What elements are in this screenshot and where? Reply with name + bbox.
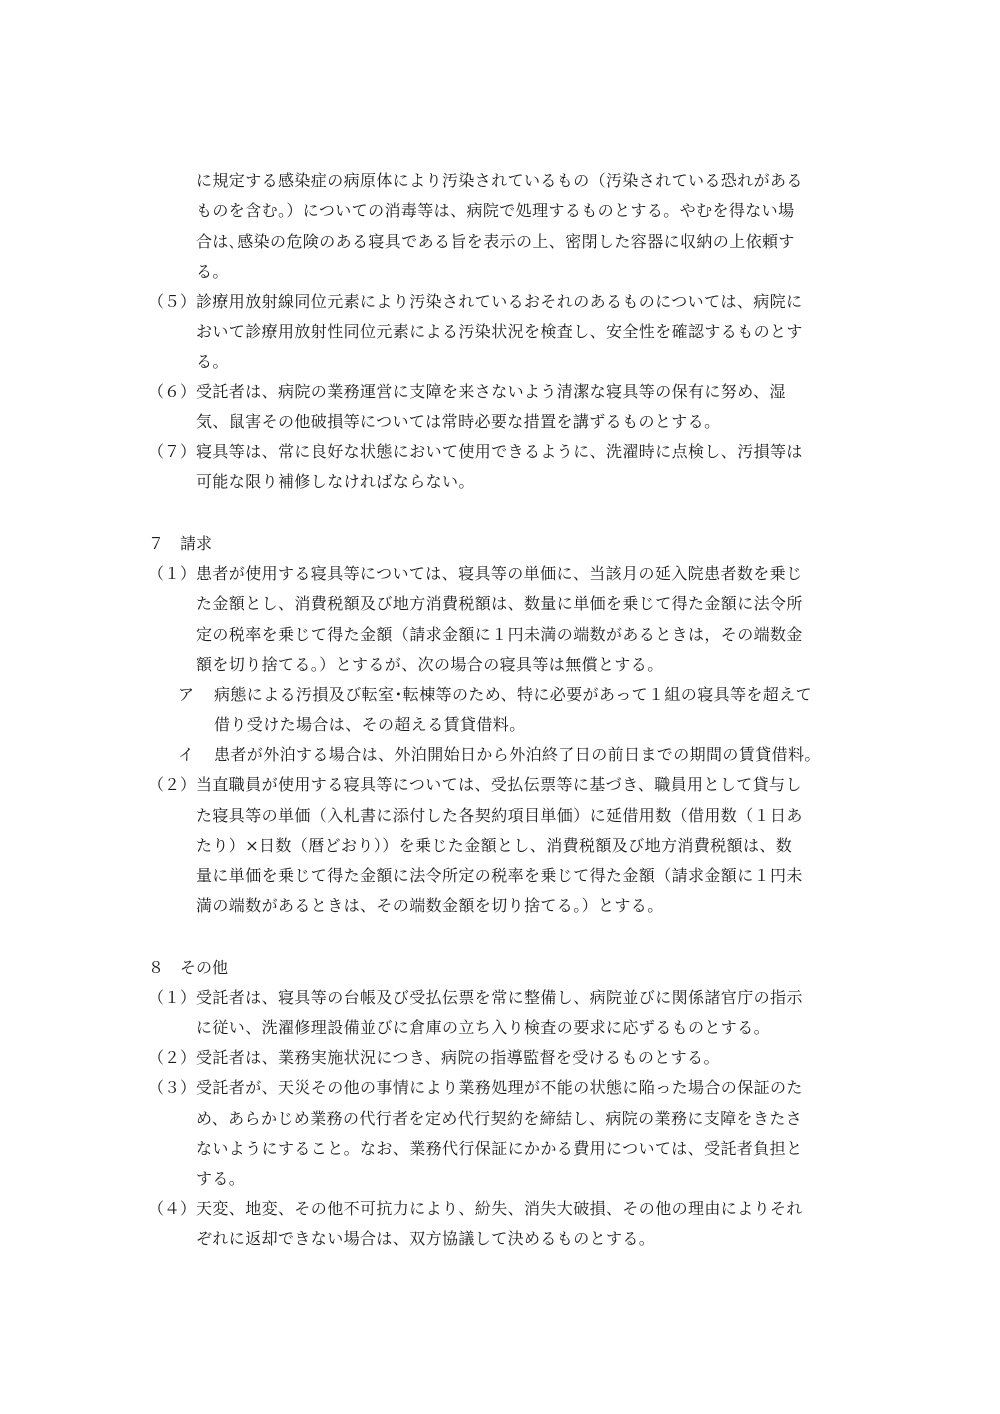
paragraph-line: ないようにすること。なお、業務代行保証にかかる費用については、受託者負担と bbox=[196, 1139, 803, 1158]
paragraph-line: に規定する感染症の病原体により汚染されているもの（汚染されている恐れがある bbox=[196, 171, 803, 190]
paragraph-line: め、あらかじめ業務の代行者を定め代行契約を締結し、病院の業務に支障をきたさ bbox=[196, 1109, 803, 1128]
item-marker: （７） bbox=[148, 442, 197, 461]
paragraph-line: 満の端数があるときは、その端数金額を切り捨てる。）とする。 bbox=[196, 896, 664, 915]
paragraph-line: た金額とし、消費税額及び地方消費税額は、数量に単価を乗じて得た金額に法令所 bbox=[196, 594, 803, 613]
paragraph-line: 病態による汚損及び転室･転棟等のため、特に必要があって１組の寝具等を超えて bbox=[214, 685, 813, 704]
paragraph-line: 診療用放射線同位元素により汚染されているおそれのあるものについては、病院に bbox=[196, 292, 803, 311]
paragraph-line: 合は､感染の危険のある寝具である旨を表示の上、密閉した容器に収納の上依頼す bbox=[196, 232, 795, 251]
paragraph-line: 量に単価を乗じて得た金額に法令所定の税率を乗じて得た金額（請求金額に１円未 bbox=[196, 866, 803, 885]
item-marker: （１） bbox=[148, 988, 197, 1007]
subitem-marker: イ bbox=[178, 745, 195, 764]
paragraph-line: た寝具等の単価（入札書に添付した各契約項目単価）に延借用数（借用数（１日あ bbox=[196, 806, 803, 825]
paragraph-line: 受託者は、寝具等の台帳及び受払伝票を常に整備し、病院並びに関係諸官庁の指示 bbox=[196, 988, 803, 1007]
paragraph-line: 患者が使用する寝具等については、寝具等の単価に、当該月の延入院患者数を乗じ bbox=[196, 564, 803, 583]
paragraph-line: 気、鼠害その他破損等については常時必要な措置を講ずるものとする。 bbox=[196, 412, 721, 431]
paragraph-line: 借り受けた場合は、その超える賃貸借料。 bbox=[214, 715, 526, 734]
paragraph-line: 受託者が、天災その他の事情により業務処理が不能の状態に陥った場合の保証のた bbox=[196, 1078, 803, 1097]
item-marker: （６） bbox=[148, 382, 197, 401]
paragraph-line: 寝具等は、常に良好な状態において使用できるように、洗濯時に点検し、汚損等は bbox=[196, 442, 803, 461]
item-marker: （３） bbox=[148, 1078, 197, 1097]
paragraph-line: る。 bbox=[196, 262, 229, 281]
item-marker: （４） bbox=[148, 1199, 197, 1218]
section-heading-7: ７ 請求 bbox=[148, 534, 213, 553]
paragraph-line: 受託者は、病院の業務運営に支障を来さないよう清潔な寝具等の保有に努め、湿 bbox=[196, 382, 786, 401]
paragraph-line: 当直職員が使用する寝具等については、受払伝票等に基づき、職員用として貸与し bbox=[196, 775, 802, 794]
section-heading-8: ８ その他 bbox=[148, 958, 229, 977]
paragraph-line: 定の税率を乗じて得た金額（請求金額に１円未満の端数があるときは，その端数金 bbox=[196, 625, 803, 644]
paragraph-line: 受託者は、業務実施状況につき、病院の指導監督を受けるものとする。 bbox=[196, 1048, 720, 1067]
item-marker: （２） bbox=[148, 775, 197, 794]
subitem-marker: ア bbox=[178, 685, 195, 704]
paragraph-line: ぞれに返却できない場合は、双方協議して決めるものとする。 bbox=[196, 1229, 656, 1248]
item-marker: （５） bbox=[148, 292, 197, 311]
paragraph-line: 天変、地変、その他不可抗力により、紛失、消失大破損、その他の理由によりそれ bbox=[196, 1199, 803, 1218]
paragraph-line: ものを含む。）についての消毒等は、病院で処理するものとする。やむを得ない場 bbox=[196, 201, 795, 220]
paragraph-line: る。 bbox=[196, 352, 229, 371]
paragraph-line: 可能な限り補修しなければならない。 bbox=[196, 472, 475, 491]
paragraph-line: たり）×日数（暦どおり））を乗じた金額とし、消費税額及び地方消費税額は、数 bbox=[196, 836, 793, 855]
paragraph-line: する。 bbox=[196, 1169, 246, 1188]
item-marker: （２） bbox=[148, 1048, 197, 1067]
item-marker: （１） bbox=[148, 564, 197, 583]
paragraph-line: に従い、洗濯修理設備並びに倉庫の立ち入り検査の要求に応ずるものとする。 bbox=[196, 1018, 771, 1037]
paragraph-line: おいて診療用放射性同位元素による汚染状況を検査し、安全性を確認するものとす bbox=[196, 322, 803, 341]
paragraph-line: 患者が外泊する場合は、外泊開始日から外泊終了日の前日までの期間の賃貸借料。 bbox=[214, 745, 821, 764]
paragraph-line: 額を切り捨てる。）とするが、次の場合の寝具等は無償とする。 bbox=[196, 655, 664, 674]
